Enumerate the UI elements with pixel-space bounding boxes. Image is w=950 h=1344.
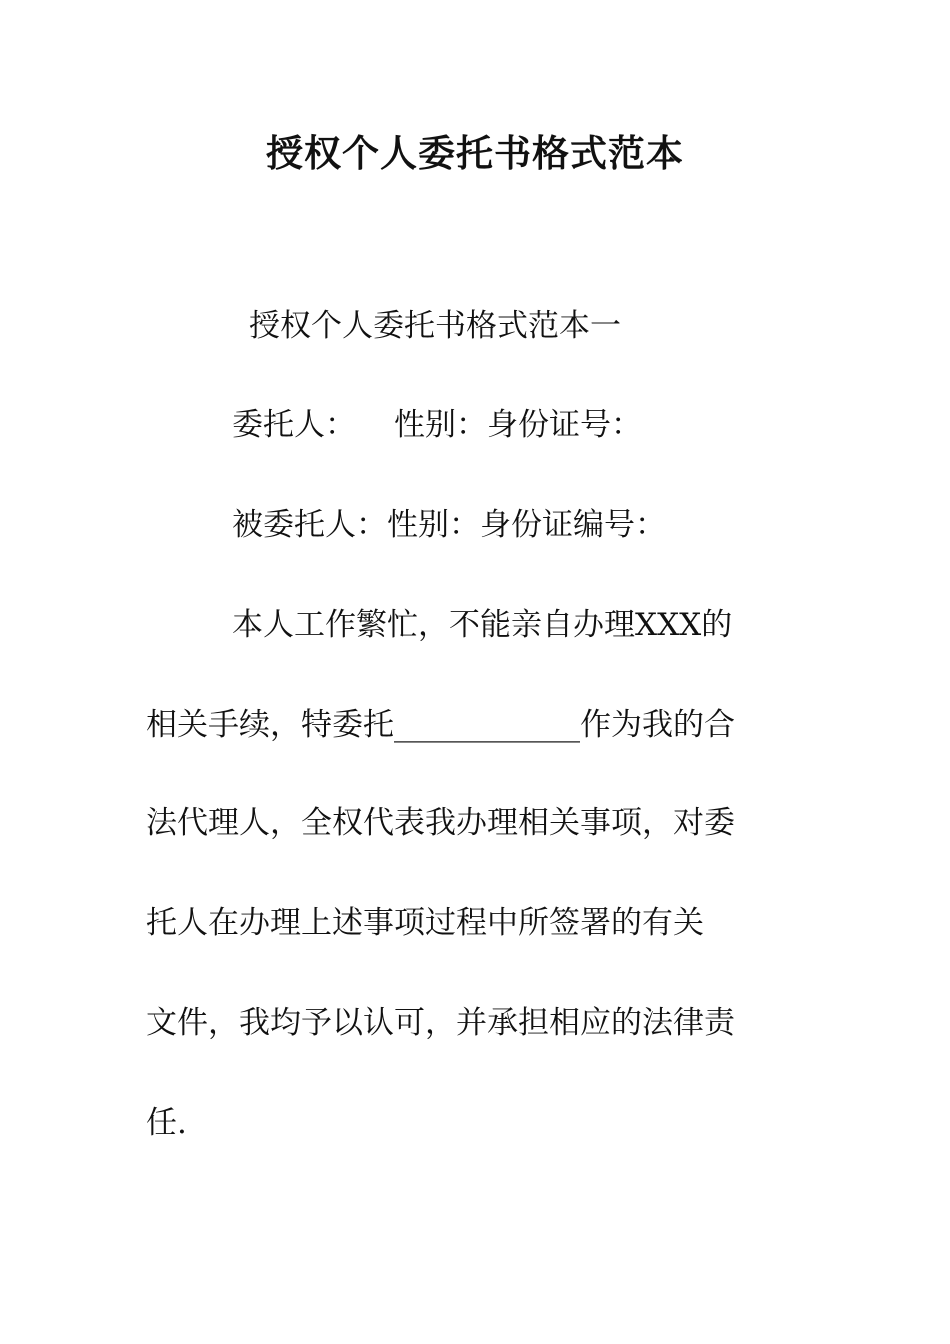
section-subtitle: 授权个人委托书格式范本一 <box>249 308 621 344</box>
body-line-4: 托人在办理上述事项过程中所签署的有关 <box>146 905 704 941</box>
body-line-2: 相关手续，特委托____________作为我的合 <box>146 707 735 743</box>
principal-label: 委托人： <box>232 407 356 443</box>
body-line-1: 本人工作繁忙，不能亲自办理XXX的 <box>232 607 733 643</box>
body-line-3: 法代理人，全权代表我办理相关事项，对委 <box>146 805 735 841</box>
body-line-6: 任. <box>146 1105 187 1141</box>
principal-gender-label: 性别： <box>394 407 487 443</box>
principal-id-label: 身份证号： <box>487 407 642 443</box>
agent-line: 被委托人：性别：身份证编号： <box>232 507 666 543</box>
principal-line <box>232 405 642 445</box>
body-line-5: 文件，我均予以认可，并承担相应的法律责 <box>146 1005 735 1041</box>
document-title: 授权个人委托书格式范本 <box>266 131 684 175</box>
